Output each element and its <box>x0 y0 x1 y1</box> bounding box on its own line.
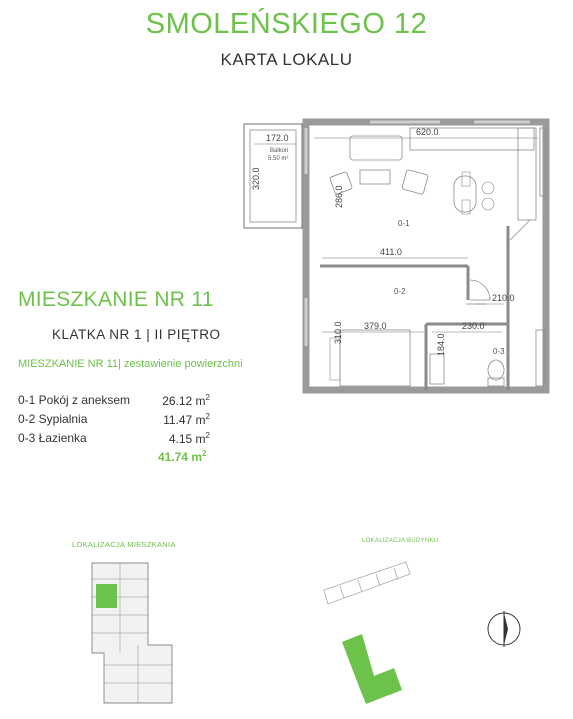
room-name: 0-3 Łazienka <box>18 431 87 445</box>
building-highlight <box>342 634 402 704</box>
dim-620: 620.0 <box>416 127 439 137</box>
dim-320: 320.0 <box>251 167 261 190</box>
room-name: 0-2 Sypialnia <box>18 412 88 426</box>
floor-plan <box>240 108 560 400</box>
room-name: 0-1 Pokój z aneksem <box>18 393 131 407</box>
area-summary-heading: MIESZKANIE NR 11| zestawienie powierzchni <box>18 358 243 370</box>
balcony-label: Balkon <box>270 148 289 154</box>
dim-172: 172.0 <box>266 133 289 143</box>
compass-icon <box>485 610 523 648</box>
balcony-area: 5.50 m² <box>268 156 289 162</box>
dim-411: 411.0 <box>380 247 402 257</box>
room-area: 26.12 m <box>162 394 206 408</box>
dim-286: 286.0 <box>334 185 344 208</box>
dim-184: 184.0 <box>436 333 446 356</box>
apartment-highlight <box>96 584 117 608</box>
apartment-location-map <box>82 553 192 715</box>
room-area: 4.15 m <box>168 432 206 446</box>
room-row: 0-3 Łazienka 4.15 $m^2$ <box>18 431 210 446</box>
dim-230: 230.0 <box>462 321 485 331</box>
page-title: SMOLEŃSKIEGO 12 <box>145 8 428 40</box>
apartment-location-caption: LOKALIZACJA MIESZKANIA <box>72 540 176 549</box>
room-row: 0-1 Pokój z aneksem 26.12 $m^2$ <box>18 393 210 408</box>
room-label-0-2: 0-2 <box>394 287 406 296</box>
dim-210: 210.0 <box>492 293 515 303</box>
room-label-0-1: 0-1 <box>398 219 410 228</box>
total-area: 41.74 $m^2$ <box>158 449 207 464</box>
dim-379: 379.0 <box>364 321 387 331</box>
floor-info: KLATKA NR 1 | II PIĘTRO <box>52 327 221 342</box>
page-subtitle: KARTA LOKALU <box>220 50 353 69</box>
building-location-map <box>318 550 418 710</box>
building-location-caption: LOKALIZACJA BUDYNKU <box>362 538 439 544</box>
room-area: 11.47 m <box>163 413 206 427</box>
room-row: 0-2 Sypialnia 11.47 $m^2$ <box>18 412 210 427</box>
dim-310: 310.0 <box>333 321 343 344</box>
apartment-name: MIESZKANIE NR 11 <box>18 288 214 311</box>
room-label-0-3: 0-3 <box>493 347 505 356</box>
